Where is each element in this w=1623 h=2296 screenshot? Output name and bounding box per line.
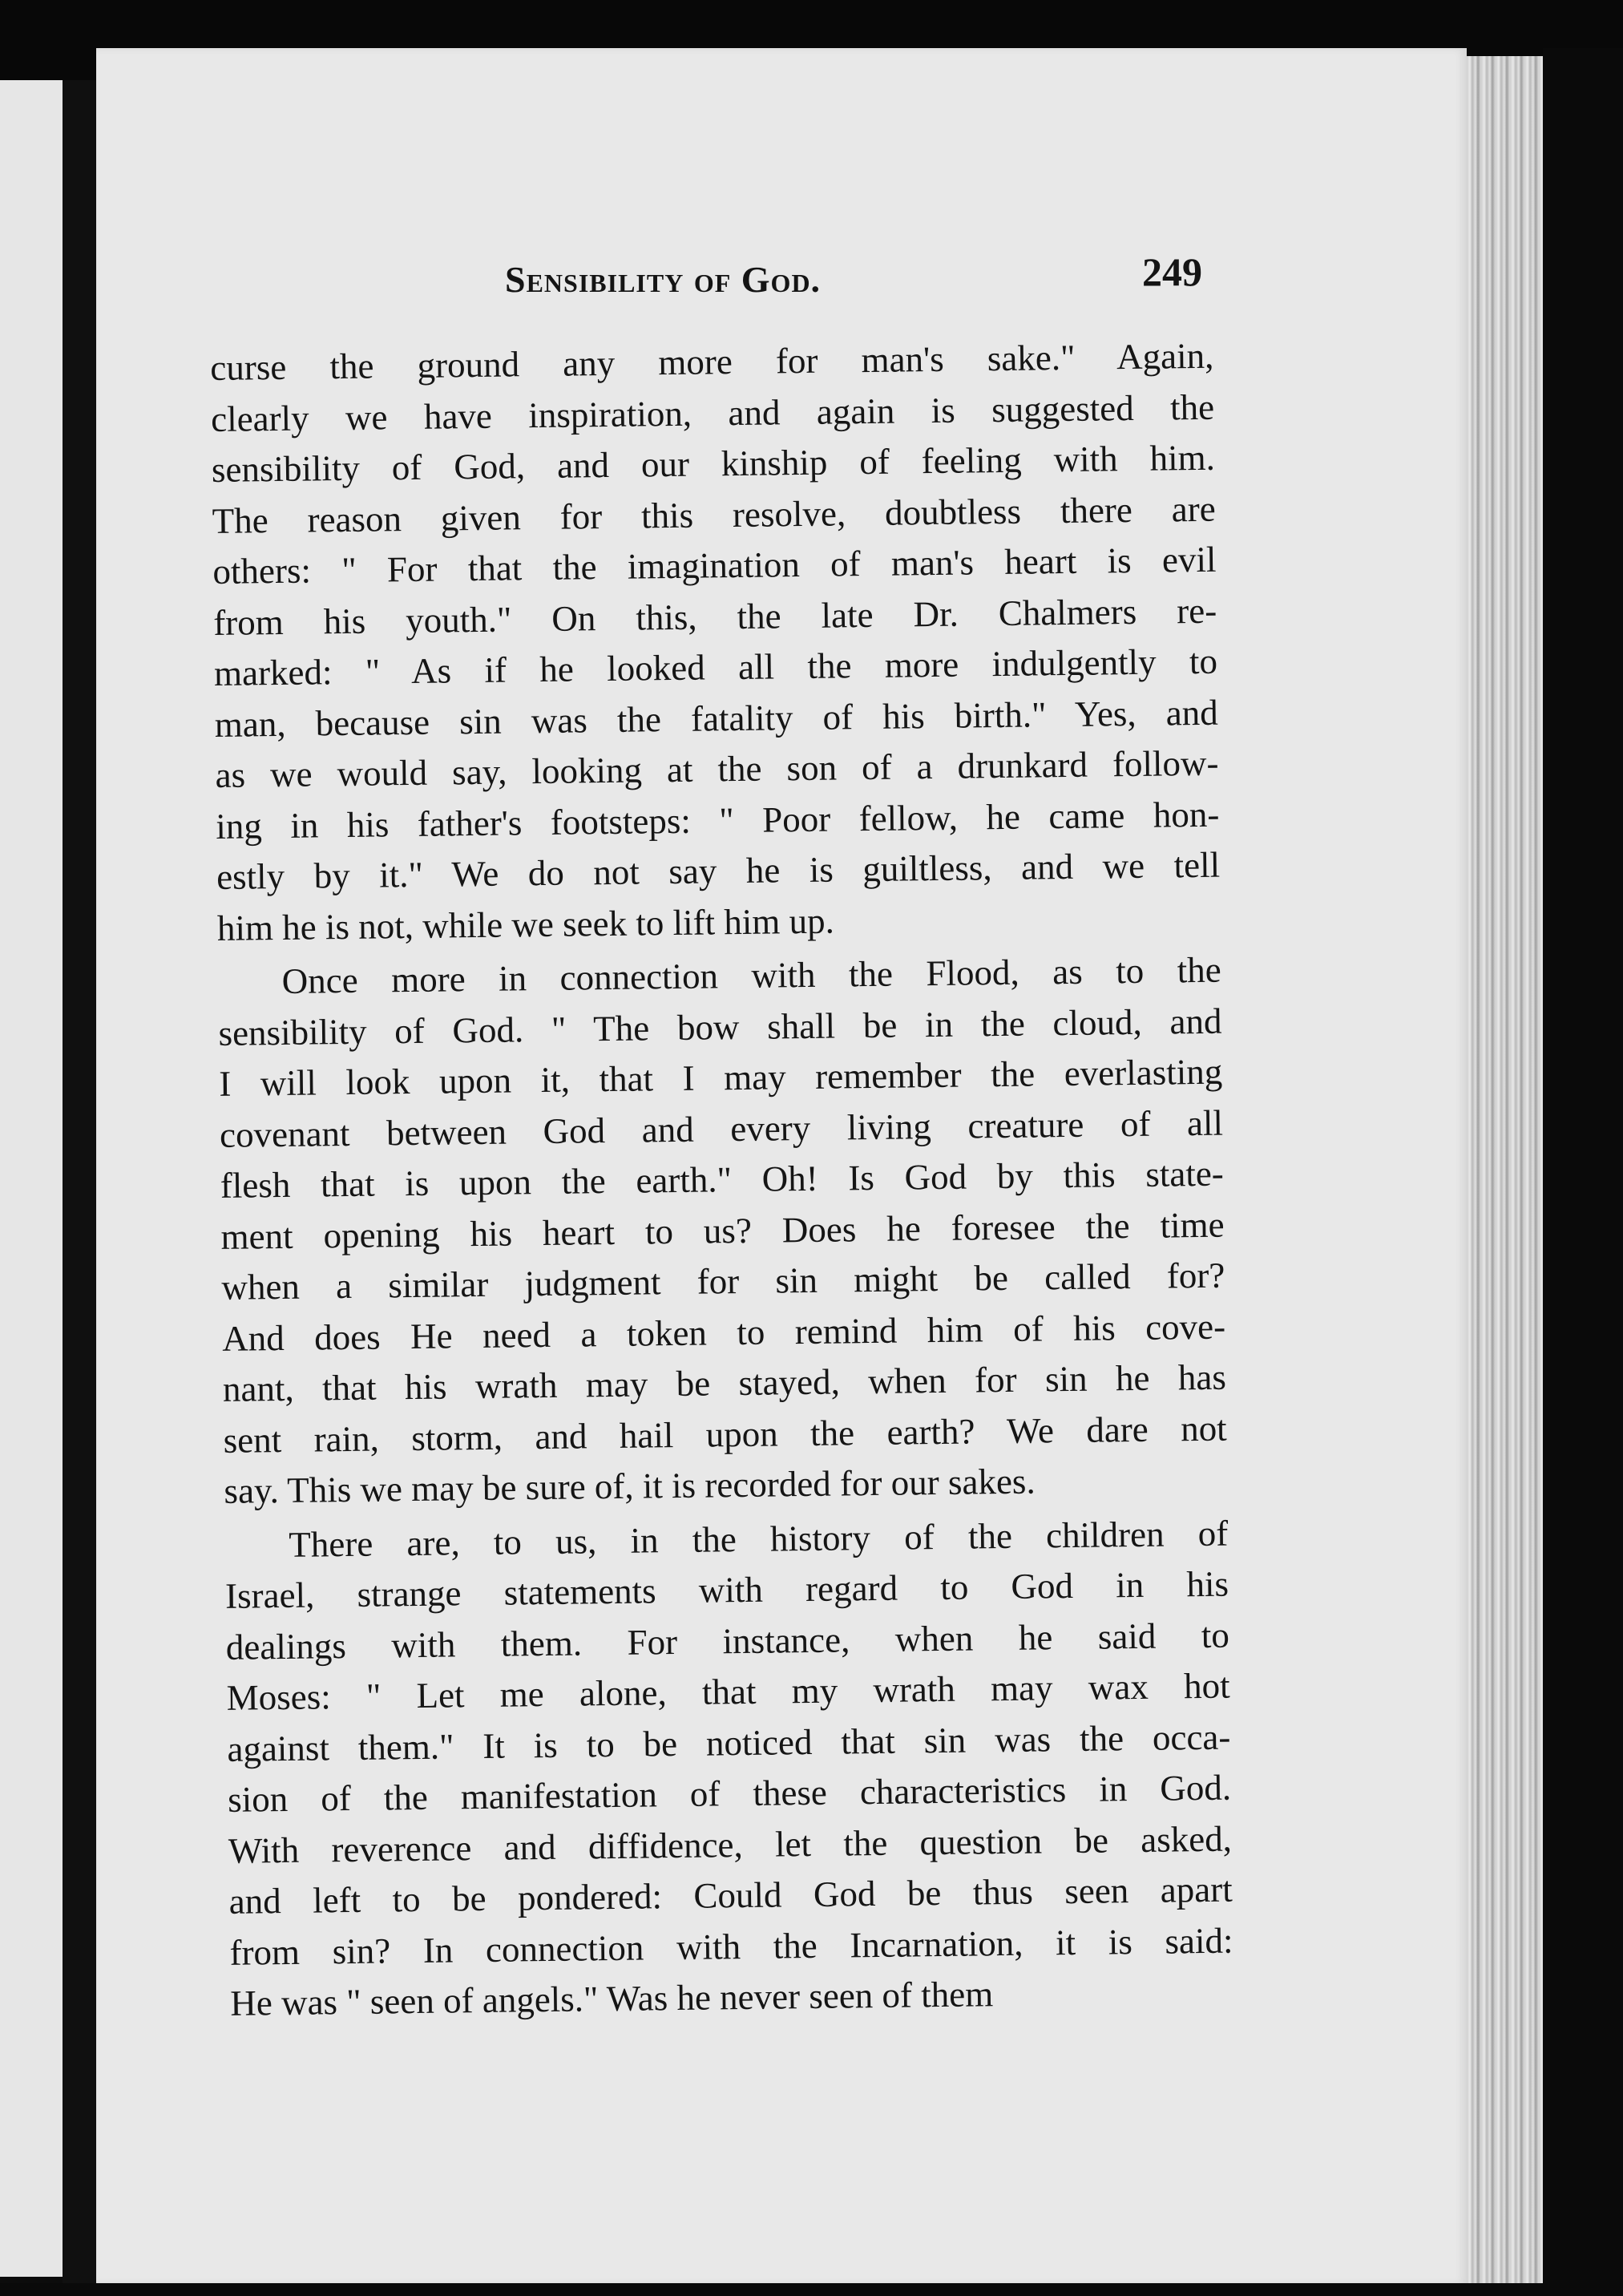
text-line: clearly we have inspiration, and again is suggested the [210, 386, 1215, 439]
scanner-background-right [1543, 48, 1623, 2296]
adjacent-page-edge [0, 80, 63, 2277]
page-number: 249 [1142, 249, 1202, 294]
text-line: flesh that is upon the earth." Oh! Is God by this state- [220, 1153, 1225, 1206]
text-line: The reason given for this resolve, doubtless there are [212, 488, 1216, 541]
text-line: sion of the manifestation of these characteristics in God. [227, 1767, 1232, 1820]
text-line: sensibility of God, and our kinship of feeling with him. [211, 437, 1216, 490]
text-line: ing in his father's footsteps: " Poor fellow, he came hon- [216, 794, 1220, 847]
scanner-background-bottom [0, 2283, 1623, 2296]
text-line: He was " seen of angels." Was he never seen of them [229, 1974, 994, 2023]
text-line: I will look upon it, that I may remember the everlasting [218, 1051, 1223, 1104]
text-line: nant, that his wrath may be stayed, when for sin he has [222, 1356, 1227, 1409]
text-line: estly by it." We do not say he is guiltless, and we tell [216, 844, 1221, 897]
running-head [505, 249, 1202, 305]
text-line: from his youth." On this, the late Dr. Chalmers re- [212, 590, 1217, 643]
text-line: Once more in connection with the Flood, as to the [281, 949, 1221, 1001]
text-line: from sin? In connection with the Incarnation, it is said: [229, 1920, 1233, 1973]
text-line: curse the ground any more for man's sake." Again, [210, 335, 1214, 388]
text-line: There are, to us, in the history of the children of [289, 1513, 1229, 1565]
paragraph [210, 331, 1221, 954]
paragraph [217, 945, 1227, 1518]
text-line: dealings with them. For instance, when he said to [225, 1615, 1230, 1667]
text-line: covenant between God and every living creature of all [219, 1102, 1224, 1155]
text-line: sent rain, storm, and hail upon the earth? We dare not [223, 1408, 1227, 1461]
text-line: against them." It is to be noticed that sin was the occa- [227, 1716, 1231, 1769]
running-head-title: Sensibility of God. [505, 259, 822, 300]
text-line: With reverence and diffidence, let the question be asked, [228, 1818, 1233, 1871]
body-text [210, 331, 1234, 2030]
text-line: man, because sin was the fatality of his birth." Yes, and [214, 692, 1219, 745]
text-line: as we would say, looking at the son of a drunkard follow- [215, 742, 1219, 795]
book-binding-shadow [63, 80, 96, 2296]
text-line: Israel, strange statements with regard to God in his [224, 1563, 1229, 1616]
page-stack-edge [1467, 56, 1543, 2285]
text-line: him he is not, while we seek to lift him up. [216, 900, 835, 948]
paragraph [224, 1508, 1234, 2029]
text-line: Moses: " Let me alone, that my wrath may wax hot [226, 1665, 1230, 1718]
text-line: ment opening his heart to us? Does he foresee the time [220, 1204, 1225, 1257]
text-line: sensibility of God. " The bow shall be in the cloud, and [218, 1000, 1222, 1053]
text-line: and left to be pondered: Could God be thus seen apart [228, 1869, 1233, 1922]
text-line: And does He need a token to remind him of his cove- [221, 1306, 1226, 1359]
text-line: marked: " As if he looked all the more indulgently to [213, 641, 1218, 693]
text-line: say. This we may be sure of, it is recorded for our sakes. [224, 1461, 1036, 1511]
text-line: others: " For that the imagination of man's heart is evil [212, 539, 1217, 592]
text-line: when a similar judgment for sin might be called for? [221, 1255, 1225, 1308]
